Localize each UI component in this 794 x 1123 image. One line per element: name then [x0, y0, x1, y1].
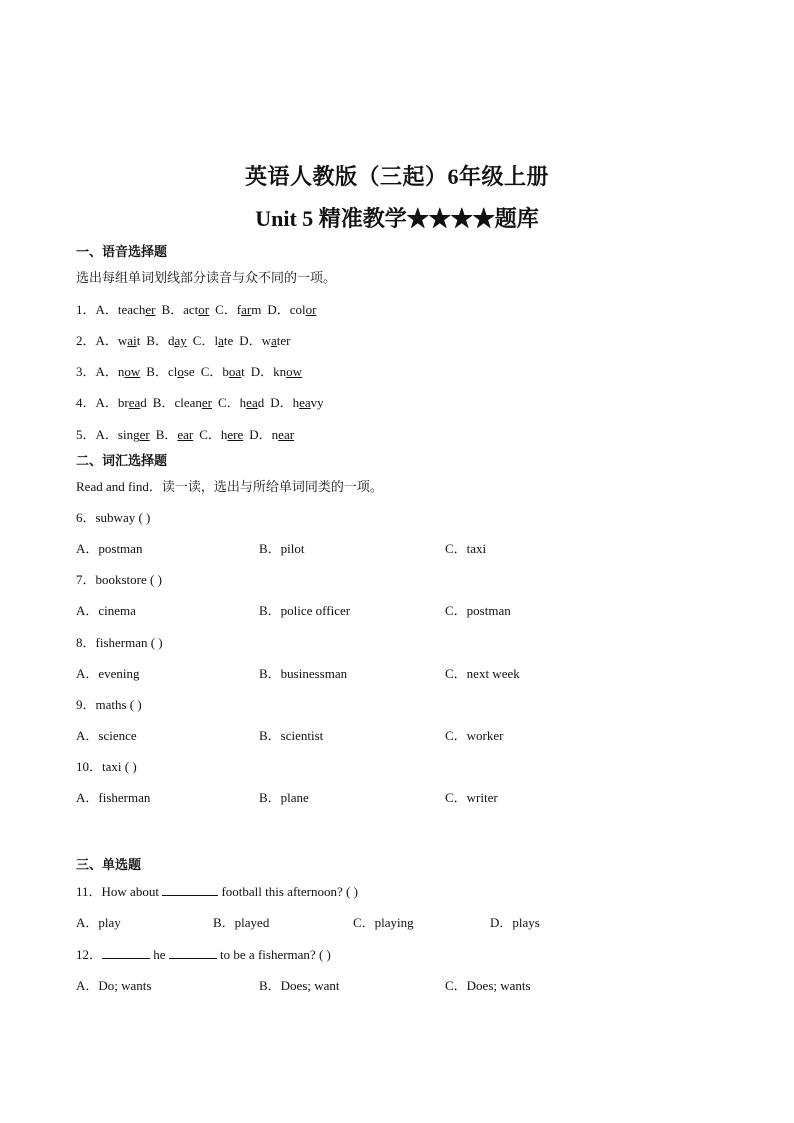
- option-a[interactable]: A．evening: [76, 666, 140, 681]
- option-letter: C．: [218, 395, 240, 410]
- option-b[interactable]: B．plane: [259, 790, 309, 805]
- option-a[interactable]: [96, 395, 147, 410]
- option-letter: D．: [249, 427, 272, 442]
- option-d[interactable]: [270, 395, 323, 410]
- question-number: 4．: [76, 395, 96, 410]
- option-b[interactable]: B．scientist: [259, 728, 324, 743]
- option-letter: A．: [95, 364, 118, 379]
- word-part: br: [117, 395, 129, 410]
- option-letter: D．: [250, 364, 274, 379]
- word-part: ter: [276, 333, 291, 348]
- option-b[interactable]: [146, 333, 186, 348]
- option-letter: A．: [95, 395, 118, 410]
- word-part: kn: [273, 364, 287, 379]
- option-letter: B．: [146, 364, 168, 379]
- option-a[interactable]: A．science: [76, 728, 137, 743]
- word-part: l: [214, 333, 219, 348]
- option-c[interactable]: [218, 395, 264, 410]
- option-letter: D．: [267, 302, 290, 317]
- option-b[interactable]: [146, 364, 194, 379]
- option-letter: C．: [199, 427, 221, 442]
- word-part: w: [261, 333, 272, 348]
- option-b[interactable]: B．pilot: [259, 541, 305, 556]
- underlined-letters: or: [305, 302, 317, 317]
- option-c[interactable]: C．postman: [445, 603, 511, 618]
- option-d[interactable]: [239, 333, 290, 348]
- section-heading-vocab: 二、词汇选择题: [76, 453, 168, 468]
- option-c[interactable]: C．Does; wants: [445, 978, 531, 993]
- underlined-letters: ea: [128, 395, 141, 410]
- word-part: col: [289, 302, 306, 317]
- option-b[interactable]: B．Does; want: [259, 978, 340, 993]
- question-12: [76, 944, 331, 963]
- word-part: sing: [117, 427, 140, 442]
- word-part: h: [292, 395, 300, 410]
- section-heading-phonics: 一、语音选择题: [76, 244, 168, 259]
- option-b[interactable]: B．played: [213, 915, 270, 930]
- underlined-letters: ear: [177, 427, 194, 442]
- word-part: clean: [174, 395, 202, 410]
- word-part: n: [117, 364, 125, 379]
- question-text-pre: How about: [101, 884, 163, 899]
- option-b[interactable]: [161, 302, 209, 317]
- vocab-question: 9．maths ( ): [76, 697, 142, 712]
- word-part: t: [241, 364, 245, 379]
- phonics-question: [76, 299, 322, 318]
- word-part: h: [239, 395, 247, 410]
- option-letter: C．: [215, 302, 237, 317]
- option-c[interactable]: C．writer: [445, 790, 498, 805]
- answer-blank[interactable]: [162, 884, 218, 896]
- vocab-question: 7．bookstore ( ): [76, 572, 162, 587]
- section-instruction-vocab: Read and find．读一读，选出与所给单词同类的一项。: [76, 479, 383, 494]
- question-number: 11．: [76, 884, 102, 899]
- word-part: d: [140, 395, 147, 410]
- underlined-letters: ow: [286, 364, 303, 379]
- underlined-letters: a: [218, 333, 224, 348]
- question-number: 3．: [76, 364, 96, 379]
- option-c[interactable]: C．playing: [353, 915, 414, 930]
- underlined-letters: or: [198, 302, 210, 317]
- underlined-letters: ar: [241, 302, 252, 317]
- vocab-question: 10．taxi ( ): [76, 759, 137, 774]
- word-part: n: [271, 427, 279, 442]
- question-text-post: football this afternoon? ( ): [218, 884, 358, 899]
- answer-blank-1[interactable]: [102, 947, 150, 959]
- option-letter: A．: [95, 333, 118, 348]
- option-letter: A．: [95, 302, 118, 317]
- option-letter: C．: [192, 333, 215, 348]
- question-number: 2．: [76, 333, 96, 348]
- phonics-question: [76, 424, 300, 443]
- underlined-letters: ea: [246, 395, 258, 410]
- option-d[interactable]: [249, 427, 294, 442]
- underlined-letters: ere: [227, 427, 244, 442]
- word-part: te: [223, 333, 234, 348]
- word-part: act: [183, 302, 199, 317]
- option-a[interactable]: A．fisherman: [76, 790, 151, 805]
- word-part: f: [236, 302, 242, 317]
- option-letter: D．: [239, 333, 262, 348]
- option-d[interactable]: D．plays: [490, 915, 540, 930]
- question-text-mid: he: [150, 947, 169, 962]
- option-letter: B．: [146, 333, 168, 348]
- option-c[interactable]: C．taxi: [445, 541, 487, 556]
- underlined-letters: ea: [299, 395, 311, 410]
- page-title: 英语人教版（三起）6年级上册: [244, 164, 549, 189]
- option-a[interactable]: [96, 333, 141, 348]
- underlined-letters: a: [271, 333, 277, 348]
- option-c[interactable]: [193, 333, 233, 348]
- question-number: 1．: [76, 302, 96, 317]
- question-number: 12．: [76, 947, 103, 962]
- question-number: 5．: [76, 427, 96, 442]
- word-part: h: [220, 427, 228, 442]
- section-heading-single-choice: 三、单选题: [76, 857, 142, 872]
- underlined-letters: o: [177, 364, 184, 379]
- vocab-question: 6．subway ( ): [76, 510, 151, 525]
- phonics-question: [76, 361, 308, 380]
- option-letter: D．: [270, 395, 293, 410]
- option-d[interactable]: [251, 364, 302, 379]
- option-a[interactable]: A．Do; wants: [76, 978, 152, 993]
- option-b[interactable]: [153, 395, 212, 410]
- word-part: cl: [167, 364, 178, 379]
- phonics-question: [76, 330, 297, 349]
- underlined-letters: ow: [124, 364, 141, 379]
- word-part: t: [136, 333, 141, 348]
- underlined-letters: er: [201, 395, 212, 410]
- section-instruction-phonics: 选出每组单词划线部分读音与众不同的一项。: [76, 270, 337, 285]
- option-letter: C．: [200, 364, 223, 379]
- option-a[interactable]: [96, 364, 141, 379]
- option-a[interactable]: A．postman: [76, 541, 143, 556]
- option-a[interactable]: A．play: [76, 915, 121, 930]
- option-a[interactable]: [96, 427, 150, 442]
- answer-blank-2[interactable]: [169, 947, 217, 959]
- underlined-letters: ear: [278, 427, 295, 442]
- underlined-letters: ay: [174, 333, 187, 348]
- option-c[interactable]: C．worker: [445, 728, 504, 743]
- vocab-question: 8．fisherman ( ): [76, 635, 163, 650]
- underlined-letters: er: [139, 427, 150, 442]
- underlined-letters: ai: [127, 333, 137, 348]
- option-letter: B．: [161, 302, 184, 317]
- option-b[interactable]: B．businessman: [259, 666, 348, 681]
- underlined-letters: er: [145, 302, 156, 317]
- word-part: d: [257, 395, 265, 410]
- phonics-question: [76, 392, 330, 411]
- option-letter: B．: [152, 395, 175, 410]
- option-c[interactable]: [215, 302, 261, 317]
- question-11: [76, 881, 358, 900]
- word-part: d: [167, 333, 175, 348]
- word-part: w: [117, 333, 128, 348]
- word-part: vy: [310, 395, 324, 410]
- word-part: teach: [117, 302, 146, 317]
- word-part: m: [251, 302, 262, 317]
- page-subtitle: Unit 5 精准教学★★★★题库: [255, 206, 539, 231]
- underlined-letters: oa: [228, 364, 242, 379]
- word-part: b: [222, 364, 229, 379]
- option-c[interactable]: [199, 427, 243, 442]
- question-text-post: to be a fisherman? ( ): [216, 947, 331, 962]
- option-d[interactable]: [267, 302, 316, 317]
- word-part: se: [183, 364, 195, 379]
- option-letter: B．: [155, 427, 178, 442]
- option-b[interactable]: [156, 427, 194, 442]
- option-a[interactable]: [96, 302, 156, 317]
- option-c[interactable]: [201, 364, 245, 379]
- option-b[interactable]: B．police officer: [259, 603, 351, 618]
- option-a[interactable]: A．cinema: [76, 603, 136, 618]
- option-letter: A．: [95, 427, 118, 442]
- option-c[interactable]: C．next week: [445, 666, 520, 681]
